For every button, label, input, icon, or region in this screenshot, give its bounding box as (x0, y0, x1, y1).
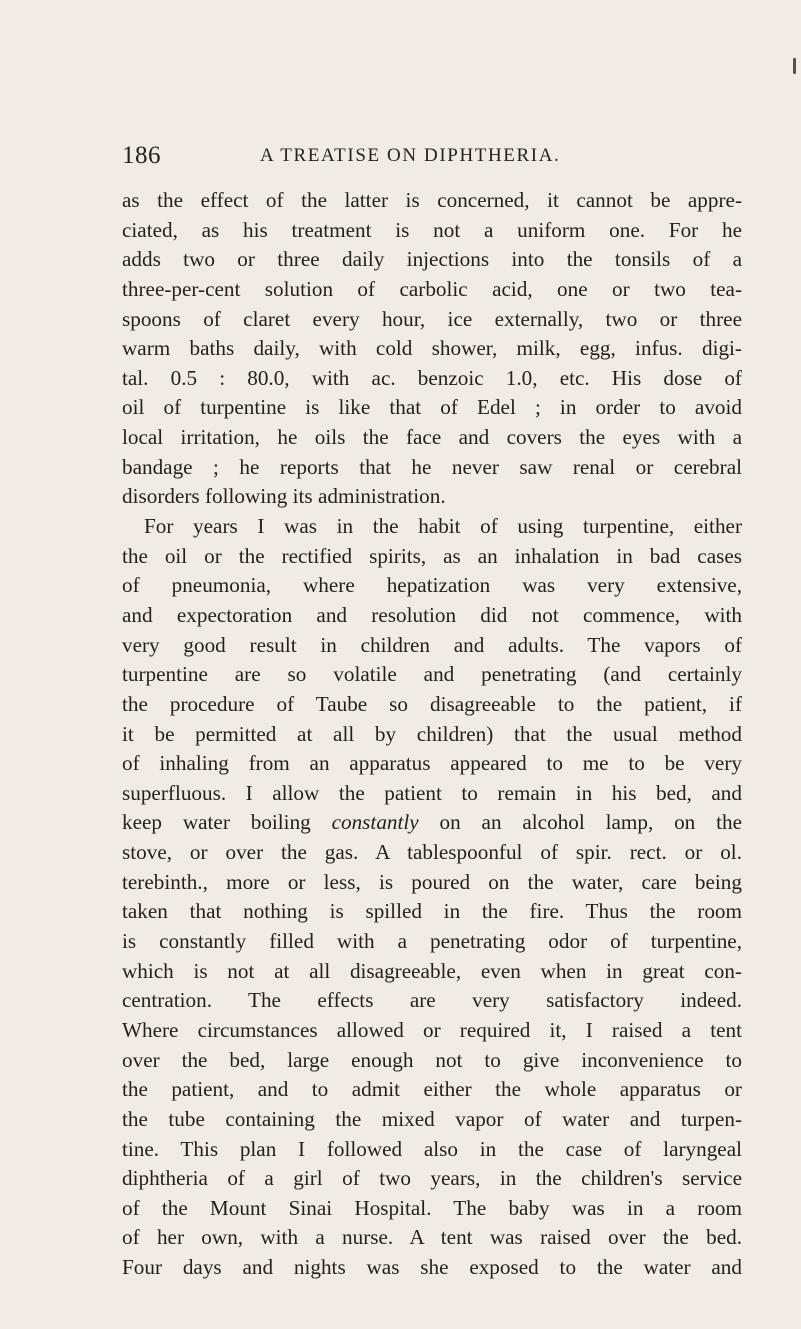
text-line: is constantly filled with a penetrating odor of turpentine, (122, 929, 742, 954)
text-line: the patient, and to admit either the whole apparatus or (122, 1077, 742, 1102)
text-line: turpentine are so volatile and penetrating (and certainly (122, 662, 742, 687)
text-line: three-per-cent solution of carbolic acid, one or two tea- (122, 276, 742, 301)
text-segment: keep water boiling (122, 810, 332, 835)
paragraph-1 (122, 186, 742, 512)
text-line: terebinth., more or less, is poured on the water, care being (122, 869, 742, 894)
running-title: A TREATISE ON DIPHTHERIA. (260, 145, 561, 166)
text-segment: on an alcohol lamp, on the (418, 810, 742, 835)
text-line: as the effect of the latter is concerned, it cannot be appre- (122, 188, 742, 212)
text-line: which is not at all disagreeable, even when in great con- (122, 958, 742, 983)
text-line: Where circumstances allowed or required it, I raised a tent (122, 1017, 742, 1042)
page-edge-mark (793, 58, 796, 74)
text-line: the tube containing the mixed vapor of water and turpen- (122, 1106, 742, 1131)
text-line: oil of turpentine is like that of Edel ; in order to avoid (122, 395, 742, 420)
text-line: ciated, as his treatment is not a uniform one. For he (122, 217, 742, 242)
text-line: diphtheria of a girl of two years, in the children's service (122, 1166, 742, 1191)
running-head (122, 142, 742, 176)
text-line: very good result in children and adults. The vapors of (122, 632, 742, 657)
text-line: over the bed, large enough not to give inconvenience to (122, 1047, 742, 1072)
text-line: For years I was in the habit of using turpentine, either (144, 514, 742, 539)
text-line: adds two or three daily injections into the tonsils of a (122, 247, 742, 272)
text-line: centration. The effects are very satisfactory indeed. (122, 988, 742, 1013)
text-line: tal. 0.5 : 80.0, with ac. benzoic 1.0, etc. His dose of (122, 365, 742, 390)
text-line: the procedure of Taube so disagreeable to the patient, if (122, 691, 742, 716)
text-line: tine. This plan I followed also in the case of laryngeal (122, 1136, 742, 1161)
text-line: bandage ; he reports that he never saw renal or cerebral (122, 454, 742, 479)
text-line: local irritation, he oils the face and covers the eyes with a (122, 425, 742, 450)
paragraph-2 (122, 512, 742, 1283)
text-line: Four days and nights was she exposed to the water and (122, 1255, 742, 1280)
text-line: warm baths daily, with cold shower, milk, egg, infus. digi- (122, 336, 742, 361)
text-line: superfluous. I allow the patient to remain in his bed, and (122, 780, 742, 805)
text-line: disorders following its administration. (122, 484, 446, 509)
text-line: and expectoration and resolution did not commence, with (122, 602, 742, 627)
text-line: spoons of claret every hour, ice externally, two or three (122, 306, 742, 331)
emphasized-word: constantly (331, 810, 419, 835)
text-line: it be permitted at all by children) that the usual method (122, 721, 742, 746)
text-line: the oil or the rectified spirits, as an inhalation in bad cases (122, 543, 742, 568)
text-line-with-emphasis (122, 808, 742, 838)
text-line: of pneumonia, where hepatization was very extensive, (122, 573, 742, 598)
text-line: stove, or over the gas. A tablespoonful of spir. rect. or ol. (122, 840, 742, 865)
body-text (122, 186, 742, 1283)
text-line: taken that nothing is spilled in the fire. Thus the room (122, 899, 742, 924)
page-number: 186 (122, 142, 161, 169)
text-line: of inhaling from an apparatus appeared to me to be very (122, 751, 742, 776)
text-line: of her own, with a nurse. A tent was raised over the bed. (122, 1225, 742, 1250)
text-line: of the Mount Sinai Hospital. The baby was in a room (122, 1195, 742, 1220)
